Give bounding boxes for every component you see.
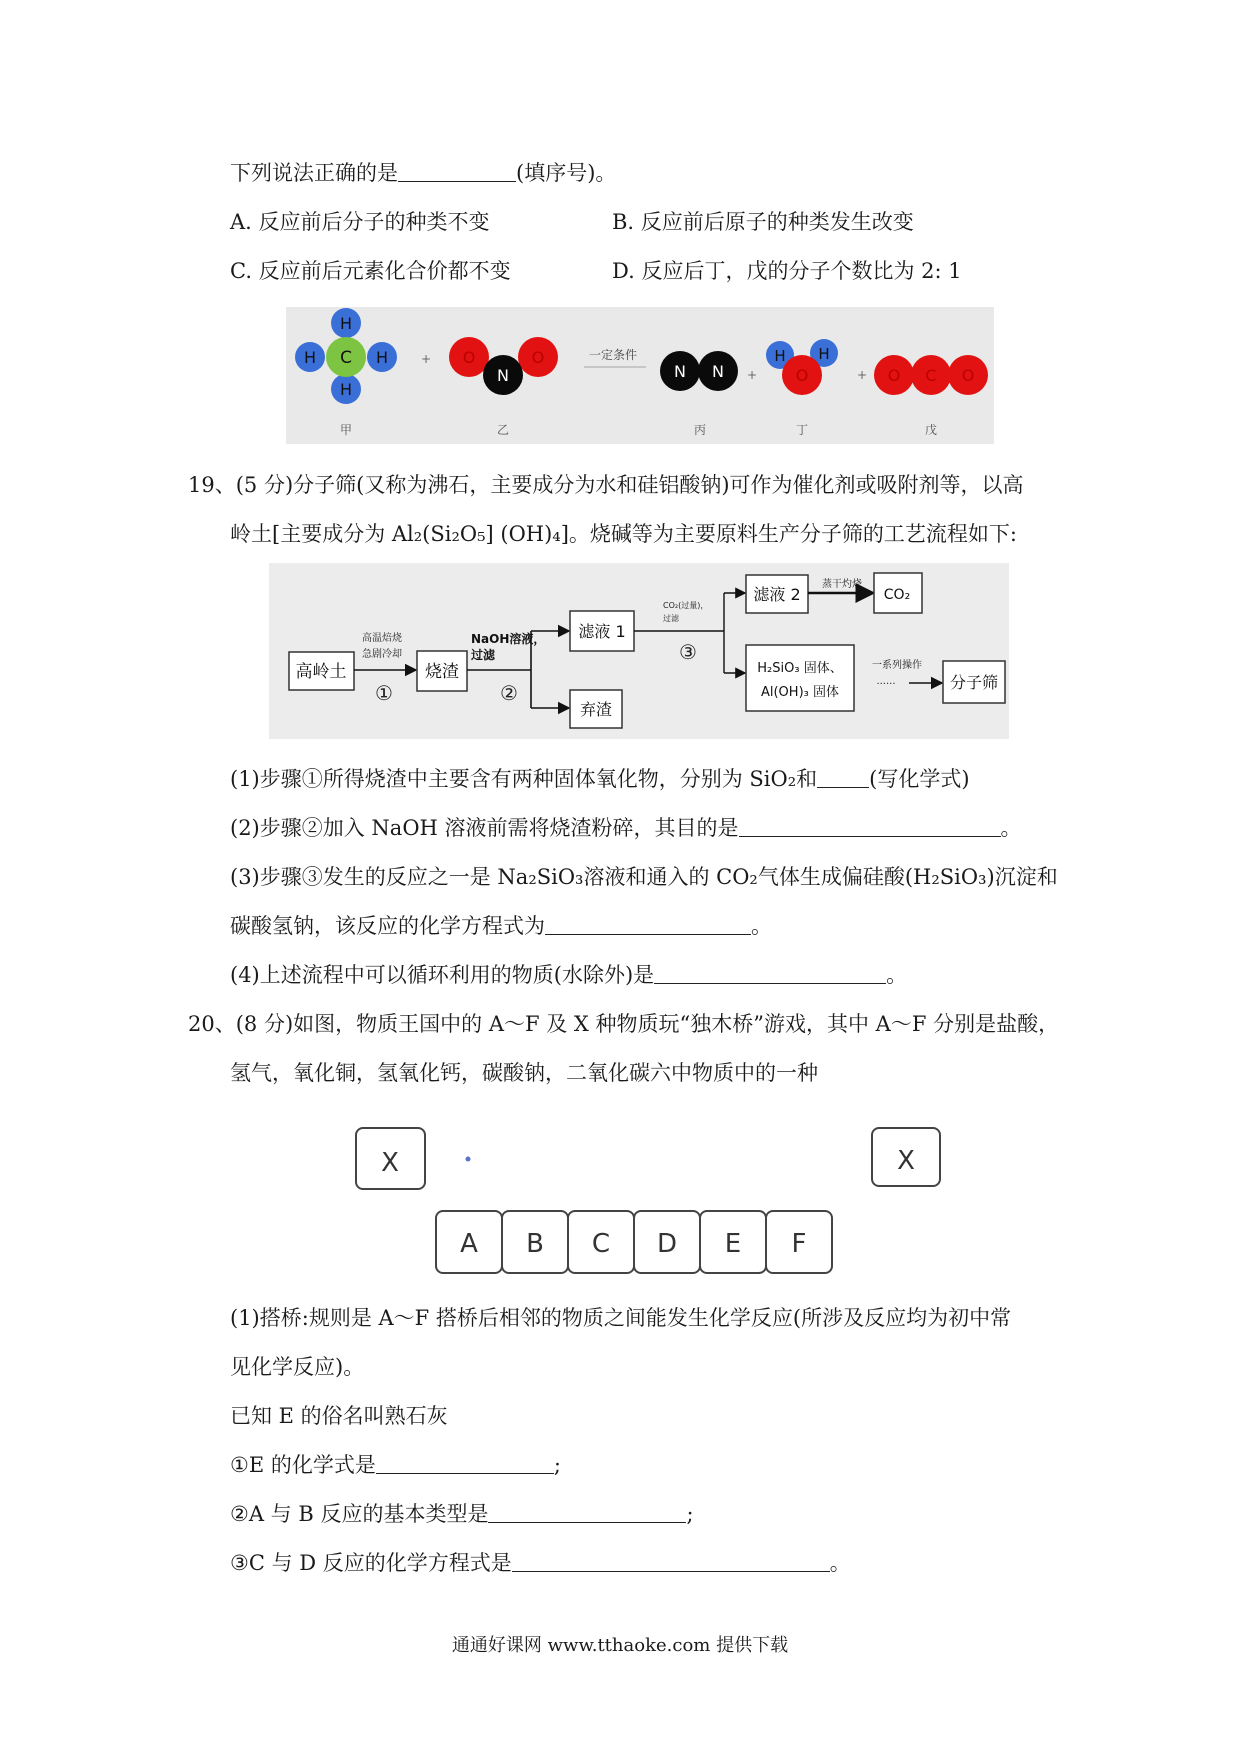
q18-option-c: C. 反应前后元素化合价都不变 (230, 259, 511, 283)
molecule-wu (874, 355, 988, 395)
answer-blank[interactable] (739, 814, 1001, 837)
answer-blank[interactable] (654, 961, 886, 984)
svg-text:B: B (526, 1229, 544, 1259)
plus-sign: + (747, 368, 758, 382)
svg-text:C: C (925, 366, 937, 385)
svg-text:H: H (818, 345, 830, 363)
plus-sign: + (421, 352, 432, 366)
q18-option-a: A. 反应前后分子的种类不变 (230, 210, 490, 234)
step3-number: ③ (679, 640, 697, 664)
answer-blank[interactable] (545, 912, 751, 935)
q19-intro-line2: 岭土[主要成分为 Al₂(Si₂O₅] (OH)₄]。烧碱等为主要原料生产分子筛的工艺流程如下: (230, 522, 1017, 546)
svg-text:O: O (462, 348, 476, 367)
svg-text:O: O (887, 366, 901, 385)
svg-text:弃渣: 弃渣 (579, 700, 613, 719)
q20-sub1-line1: (1)搭桥:规则是 A～F 搭桥后相邻的物质之间能发生化学反应(所涉及反应均为初中常 (230, 1306, 1012, 1330)
svg-text:H: H (375, 348, 389, 367)
svg-text:过滤: 过滤 (471, 648, 496, 662)
svg-text:O: O (961, 366, 975, 385)
svg-text:分子筛: 分子筛 (949, 673, 999, 692)
svg-text:H: H (339, 314, 353, 333)
svg-text:蒸干灼烧: 蒸干灼烧 (822, 579, 862, 590)
label-yi: 乙 (496, 423, 510, 437)
box-solids (746, 645, 854, 711)
svg-text:高温焙烧: 高温焙烧 (362, 633, 402, 644)
svg-text:E: E (724, 1229, 742, 1259)
svg-text:Al(OH)₃ 固体: Al(OH)₃ 固体 (760, 685, 840, 700)
step1-number: ① (375, 681, 393, 705)
q20-known: 已知 E 的俗名叫熟石灰 (230, 1404, 448, 1428)
svg-text:NaOH溶液，: NaOH溶液， (471, 632, 546, 646)
q19-sub1: (1)步骤①所得烧渣中主要含有两种固体氧化物，分别为 SiO₂和 (写化学式) (230, 767, 970, 791)
svg-text:D: D (656, 1229, 678, 1259)
q19-sub3-line2: 碳酸氢钠，该反应的化学方程式为 。 (230, 914, 772, 938)
label-bing: 丙 (693, 423, 707, 437)
svg-text:H: H (774, 347, 786, 365)
svg-text:滤液 2: 滤液 2 (753, 585, 801, 604)
q20-item3: ③C 与 D 反应的化学方程式是 。 (230, 1551, 851, 1575)
plus-sign: + (857, 368, 868, 382)
svg-text:C: C (340, 348, 352, 368)
q20-item1: ①E 的化学式是 ; (230, 1453, 561, 1477)
svg-text:CO₂: CO₂ (883, 587, 911, 603)
svg-text:烧渣: 烧渣 (425, 662, 459, 682)
svg-text:过滤: 过滤 (663, 614, 679, 623)
q18-option-b: B. 反应前后原子的种类发生改变 (612, 210, 914, 234)
svg-text:N: N (497, 366, 509, 385)
step2-number: ② (500, 681, 518, 705)
svg-text:C: C (591, 1229, 611, 1259)
svg-text:H₂SiO₃ 固体、: H₂SiO₃ 固体、 (757, 661, 843, 676)
svg-text:O: O (531, 348, 545, 367)
svg-text:F: F (791, 1229, 807, 1259)
label-jia: 甲 (339, 423, 353, 437)
reaction-condition: 一定条件 (589, 348, 638, 362)
answer-blank[interactable] (488, 1500, 686, 1523)
answer-blank[interactable] (512, 1549, 830, 1572)
svg-text:急剧冷却: 急剧冷却 (362, 649, 402, 660)
svg-text:滤液 1: 滤液 1 (578, 622, 626, 641)
answer-blank[interactable] (376, 1451, 554, 1474)
q19-sub3-line1: (3)步骤③发生的反应之一是 Na₂SiO₃溶液和通入的 CO₂气体生成偏硅酸(H₂SiO₃)沉淀和 (230, 865, 1058, 889)
q20-item2: ②A 与 B 反应的基本类型是 ; (230, 1502, 694, 1526)
label-ding: 丁 (795, 423, 809, 437)
svg-text:X: X (381, 1148, 399, 1178)
svg-text:······: ······ (876, 679, 896, 690)
svg-text:X: X (897, 1146, 915, 1176)
svg-text:一系列操作: 一系列操作 (872, 660, 922, 671)
svg-text:H: H (339, 380, 353, 399)
page-footer: 通通好课网 www.tthaoke.com 提供下载 (451, 1635, 789, 1656)
svg-text:A: A (460, 1229, 478, 1259)
q20-intro-line2: 氢气，氧化铜，氢氧化钙，碳酸钠，二氧化碳六中物质中的一种 (230, 1061, 818, 1085)
answer-blank[interactable] (817, 765, 869, 788)
q19-intro-line1: 19、(5 分)分子筛(又称为沸石，主要成分为水和硅铝酸钠)可作为催化剂或吸附剂等，以高 (188, 473, 1024, 497)
dot-marker (466, 1157, 471, 1162)
label-wu: 戊 (924, 423, 938, 437)
q20-sub1-line2: 见化学反应)。 (230, 1355, 365, 1379)
q20-intro-line1: 20、(8 分)如图，物质王国中的 A～F 及 X 种物质玩“独木桥”游戏，其中 A～F 分别是盐酸， (188, 1012, 1060, 1036)
svg-text:H: H (303, 348, 317, 367)
q18-question: 下列说法正确的是 (填序号)。 (230, 161, 617, 185)
svg-text:CO₂(过量)，: CO₂(过量)， (663, 601, 709, 610)
process-flow-diagram (269, 563, 1009, 739)
molecule-reaction-diagram (286, 307, 994, 444)
q19-sub2: (2)步骤②加入 NaOH 溶液前需将烧渣粉碎，其目的是 。 (230, 816, 1022, 840)
letter-boxes (436, 1211, 832, 1273)
svg-text:N: N (674, 362, 686, 381)
q19-sub4: (4)上述流程中可以循环利用的物质(水除外)是 。 (230, 963, 908, 987)
svg-text:高岭土: 高岭土 (295, 662, 347, 682)
q18-option-d: D. 反应后丁，戊的分子个数比为 2: 1 (612, 259, 962, 283)
svg-text:N: N (712, 362, 724, 381)
bridge-game-diagram (350, 1124, 950, 1286)
svg-text:O: O (795, 366, 809, 385)
answer-blank[interactable] (398, 159, 516, 182)
